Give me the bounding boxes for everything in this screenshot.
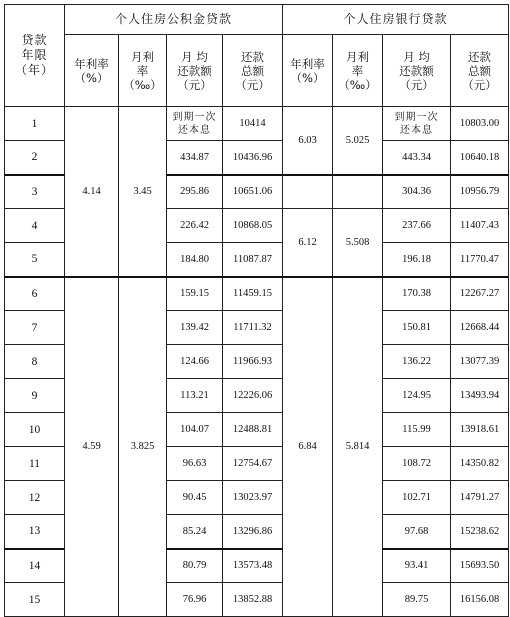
- header-bk-monthly-payment-l3: （元）: [399, 77, 434, 92]
- year-cell: 12: [5, 481, 65, 515]
- bk-monthly-rate-cell: 5.814: [333, 277, 383, 617]
- pf-lump-sum-l1: 到期一次: [172, 111, 217, 123]
- year-cell: 1: [5, 107, 65, 141]
- bk-annual-rate-cell: 6.84: [283, 277, 333, 617]
- bk-monthly-payment-cell: 115.99: [383, 413, 451, 447]
- pf-monthly-payment-cell: 184.80: [167, 243, 223, 277]
- bk-monthly-rate-blank: [333, 175, 383, 209]
- pf-annual-rate-cell: 4.59: [65, 277, 119, 617]
- pf-monthly-payment-cell: 80.79: [167, 549, 223, 583]
- bk-monthly-rate-cell: 5.025: [333, 107, 383, 175]
- bk-monthly-payment-cell: 102.71: [383, 481, 451, 515]
- pf-monthly-payment-cell: 85.24: [167, 515, 223, 549]
- year-cell: 13: [5, 515, 65, 549]
- pf-total-cell: 12488.81: [223, 413, 283, 447]
- header-bk-monthly-rate-l3: （‰）: [338, 77, 377, 92]
- pf-total-cell: 10414: [223, 107, 283, 141]
- header-pf-monthly-payment-l2: 还款额: [177, 63, 212, 78]
- header-bk-total-payment: [451, 35, 509, 107]
- header-pf-monthly-payment-l3: （元）: [177, 77, 212, 92]
- header-bk-monthly-rate: [333, 35, 383, 107]
- bk-total-cell: 12267.27: [451, 277, 509, 311]
- bk-monthly-payment-cell: 108.72: [383, 447, 451, 481]
- year-cell: 3: [5, 175, 65, 209]
- header-term: [5, 5, 65, 107]
- header-pf-total-payment-l1: 还款: [241, 49, 264, 64]
- year-cell: 4: [5, 209, 65, 243]
- pf-lump-sum-cell: [167, 107, 223, 141]
- year-cell: 8: [5, 345, 65, 379]
- header-bk-annual-rate: [283, 35, 333, 107]
- bk-total-cell: 15693.50: [451, 549, 509, 583]
- header-pf-monthly-rate: [119, 35, 167, 107]
- bk-annual-rate-cell: 6.12: [283, 209, 333, 277]
- bk-lump-sum-cell: [383, 107, 451, 141]
- pf-lump-sum-l2: 还本息: [178, 124, 211, 136]
- year-cell: 7: [5, 311, 65, 345]
- year-cell: 14: [5, 549, 65, 583]
- header-bk-monthly-rate-l2: 率: [351, 63, 364, 78]
- header-pf-monthly-payment-l1: 月 均: [181, 49, 208, 64]
- bk-monthly-payment-cell: 93.41: [383, 549, 451, 583]
- table-row: [5, 277, 509, 311]
- pf-monthly-payment-cell: 226.42: [167, 209, 223, 243]
- bk-total-cell: 16156.08: [451, 583, 509, 617]
- header-bk-annual-rate-l1: 年利率: [290, 56, 325, 71]
- pf-total-cell: 13296.86: [223, 515, 283, 549]
- pf-monthly-payment-cell: 124.66: [167, 345, 223, 379]
- header-pf-total-payment-l3: （元）: [235, 77, 270, 92]
- bk-total-cell: 10956.79: [451, 175, 509, 209]
- header-bk-total-payment-l3: （元）: [462, 77, 497, 92]
- pf-monthly-rate-cell: 3.825: [119, 277, 167, 617]
- header-pf-total-payment-l2: 总额: [241, 63, 264, 78]
- year-cell: 9: [5, 379, 65, 413]
- bk-monthly-payment-cell: 124.95: [383, 379, 451, 413]
- pf-total-cell: 13852.88: [223, 583, 283, 617]
- bk-total-cell: 13918.61: [451, 413, 509, 447]
- bk-monthly-payment-cell: 443.34: [383, 141, 451, 175]
- header-bk-monthly-payment: [383, 35, 451, 107]
- header-bk-monthly-rate-l1: 月利: [346, 49, 370, 64]
- pf-monthly-payment-cell: 96.63: [167, 447, 223, 481]
- bk-annual-rate-cell: 6.03: [283, 107, 333, 175]
- pf-monthly-payment-cell: 104.07: [167, 413, 223, 447]
- header-pf-total-payment: [223, 35, 283, 107]
- pf-annual-rate-cell: 4.14: [65, 107, 119, 277]
- pf-total-cell: 11459.15: [223, 277, 283, 311]
- bk-total-cell: 12668.44: [451, 311, 509, 345]
- year-cell: 11: [5, 447, 65, 481]
- year-cell: 15: [5, 583, 65, 617]
- header-bk-total-payment-l1: 还款: [468, 49, 492, 64]
- bk-total-cell: 14350.82: [451, 447, 509, 481]
- bk-monthly-payment-cell: 89.75: [383, 583, 451, 617]
- header-pf-annual-rate-l2: （%）: [74, 70, 109, 85]
- pf-monthly-rate-cell: 3.45: [119, 107, 167, 277]
- pf-monthly-payment-cell: 113.21: [167, 379, 223, 413]
- pf-total-cell: 11711.32: [223, 311, 283, 345]
- table-row: [5, 107, 509, 141]
- bk-total-cell: 11770.47: [451, 243, 509, 277]
- pf-total-cell: 11087.87: [223, 243, 283, 277]
- header-bk-monthly-payment-l1: 月 均: [403, 49, 430, 64]
- bk-monthly-payment-cell: 170.38: [383, 277, 451, 311]
- bk-lump-sum-l1: 到期一次: [394, 111, 439, 123]
- pf-total-cell: 10868.05: [223, 209, 283, 243]
- header-term-line3: （年）: [14, 63, 54, 77]
- pf-monthly-payment-cell: 139.42: [167, 311, 223, 345]
- bk-annual-rate-blank: [283, 175, 333, 209]
- header-pf-monthly-payment: [167, 35, 223, 107]
- bk-total-cell: 13493.94: [451, 379, 509, 413]
- bk-monthly-payment-cell: 97.68: [383, 515, 451, 549]
- bk-total-cell: 10803.00: [451, 107, 509, 141]
- bk-total-cell: 14791.27: [451, 481, 509, 515]
- pf-total-cell: 10436.96: [223, 141, 283, 175]
- pf-monthly-payment-cell: 295.86: [167, 175, 223, 209]
- pf-total-cell: 12754.67: [223, 447, 283, 481]
- header-pf-monthly-rate-l3: （‰）: [123, 77, 162, 92]
- header-pf-monthly-rate-l2: 率: [136, 63, 149, 78]
- year-cell: 2: [5, 141, 65, 175]
- pf-total-cell: 10651.06: [223, 175, 283, 209]
- header-pf-annual-rate-l1: 年利率: [74, 56, 109, 71]
- bk-monthly-rate-cell: 5.508: [333, 209, 383, 277]
- pf-monthly-payment-cell: 76.96: [167, 583, 223, 617]
- header-bk-monthly-payment-l2: 还款额: [399, 63, 434, 78]
- pf-total-cell: 12226.06: [223, 379, 283, 413]
- year-cell: 6: [5, 277, 65, 311]
- bk-monthly-payment-cell: 150.81: [383, 311, 451, 345]
- bk-monthly-payment-cell: 196.18: [383, 243, 451, 277]
- pf-total-cell: 13573.48: [223, 549, 283, 583]
- bk-monthly-payment-cell: 136.22: [383, 345, 451, 379]
- header-bk-annual-rate-l2: （%）: [290, 70, 325, 85]
- bk-monthly-payment-cell: 237.66: [383, 209, 451, 243]
- header-term-line1: 贷款: [21, 33, 48, 47]
- loan-rate-table: [4, 4, 509, 617]
- bk-monthly-payment-cell: 304.36: [383, 175, 451, 209]
- bk-total-cell: 13077.39: [451, 345, 509, 379]
- header-bank-loan: 个人住房银行贷款: [283, 5, 509, 35]
- pf-total-cell: 13023.97: [223, 481, 283, 515]
- bk-lump-sum-l2: 还本息: [400, 124, 434, 136]
- bk-total-cell: 15238.62: [451, 515, 509, 549]
- year-cell: 10: [5, 413, 65, 447]
- header-pf-annual-rate: [65, 35, 119, 107]
- bk-total-cell: 10640.18: [451, 141, 509, 175]
- header-term-line2: 年限: [21, 48, 48, 62]
- header-pf-monthly-rate-l1: 月利: [131, 49, 154, 64]
- pf-monthly-payment-cell: 159.15: [167, 277, 223, 311]
- header-bk-total-payment-l2: 总额: [468, 63, 492, 78]
- header-provident-fund-loan: 个人住房公积金贷款: [65, 5, 283, 35]
- pf-monthly-payment-cell: 90.45: [167, 481, 223, 515]
- pf-monthly-payment-cell: 434.87: [167, 141, 223, 175]
- bk-total-cell: 11407.43: [451, 209, 509, 243]
- year-cell: 5: [5, 243, 65, 277]
- pf-total-cell: 11966.93: [223, 345, 283, 379]
